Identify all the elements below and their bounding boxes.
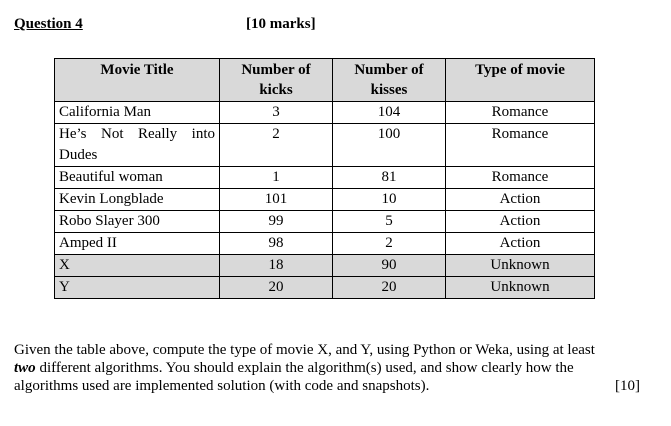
cell-type: Action bbox=[446, 189, 595, 211]
instructions-line-2 bbox=[14, 359, 640, 377]
cell-kicks: 18 bbox=[220, 255, 333, 277]
cell-title: Robo Slayer 300 bbox=[55, 211, 220, 233]
cell-type: Action bbox=[446, 233, 595, 255]
cell-kisses: 100 bbox=[333, 124, 446, 167]
header-kicks-line1: Number of bbox=[241, 62, 311, 78]
question-title: Question 4 bbox=[14, 16, 83, 32]
table-row bbox=[55, 255, 595, 277]
header-type-text: Type of movie bbox=[475, 62, 565, 78]
cell-kisses: 90 bbox=[333, 255, 446, 277]
cell-kicks: 20 bbox=[220, 277, 333, 299]
cell-kicks: 3 bbox=[220, 102, 333, 124]
header-movie-title bbox=[55, 59, 220, 102]
cell-title: Beautiful woman bbox=[55, 167, 220, 189]
cell-kisses: 104 bbox=[333, 102, 446, 124]
cell-kisses: 81 bbox=[333, 167, 446, 189]
cell-title bbox=[55, 124, 220, 167]
cell-kisses: 20 bbox=[333, 277, 446, 299]
table-row bbox=[55, 233, 595, 255]
table-row bbox=[55, 211, 595, 233]
emphasis-two: two bbox=[14, 360, 36, 376]
cell-title: Kevin Longblade bbox=[55, 189, 220, 211]
cell-type: Unknown bbox=[446, 255, 595, 277]
header-kicks bbox=[220, 59, 333, 102]
cell-kisses: 10 bbox=[333, 189, 446, 211]
cell-title: X bbox=[55, 255, 220, 277]
instructions-line-3-text: algorithms used are implemented solution (with code and snapshots). bbox=[14, 378, 430, 394]
table-row bbox=[55, 102, 595, 124]
header-kicks-line2: kicks bbox=[259, 82, 293, 98]
cell-type: Unknown bbox=[446, 277, 595, 299]
cell-kicks: 101 bbox=[220, 189, 333, 211]
instructions-paragraph bbox=[14, 341, 640, 395]
cell-kicks: 2 bbox=[220, 124, 333, 167]
table-row bbox=[55, 167, 595, 189]
instructions-line-1: Given the table above, compute the type of movie X, and Y, using Python or Weka, using at least bbox=[14, 342, 595, 358]
cell-kisses: 5 bbox=[333, 211, 446, 233]
header-movie-title-text: Movie Title bbox=[100, 62, 174, 78]
cell-type: Romance bbox=[446, 124, 595, 167]
table-header-row bbox=[55, 59, 595, 102]
instructions-line-3 bbox=[14, 377, 640, 395]
cell-type: Romance bbox=[446, 102, 595, 124]
cell-kicks: 98 bbox=[220, 233, 333, 255]
cell-title: Y bbox=[55, 277, 220, 299]
header-kisses bbox=[333, 59, 446, 102]
cell-kisses: 2 bbox=[333, 233, 446, 255]
paragraph-marks: [10] bbox=[615, 378, 640, 394]
question-marks: [10 marks] bbox=[246, 16, 316, 32]
cell-kicks: 99 bbox=[220, 211, 333, 233]
movies-table bbox=[54, 58, 595, 299]
table-row bbox=[55, 277, 595, 299]
header-kisses-line2: kisses bbox=[370, 82, 408, 98]
table-row bbox=[55, 189, 595, 211]
cell-type: Romance bbox=[446, 167, 595, 189]
cell-title: California Man bbox=[55, 102, 220, 124]
table-row bbox=[55, 124, 595, 167]
cell-type: Action bbox=[446, 211, 595, 233]
cell-kicks: 1 bbox=[220, 167, 333, 189]
header-type bbox=[446, 59, 595, 102]
header-kisses-line1: Number of bbox=[354, 62, 424, 78]
cell-title-text: He’s Not Really into Dudes bbox=[59, 126, 215, 163]
instructions-line-2-rest: different algorithms. You should explain the algorithm(s) used, and show clearly how the bbox=[35, 360, 574, 376]
cell-title: Amped II bbox=[55, 233, 220, 255]
